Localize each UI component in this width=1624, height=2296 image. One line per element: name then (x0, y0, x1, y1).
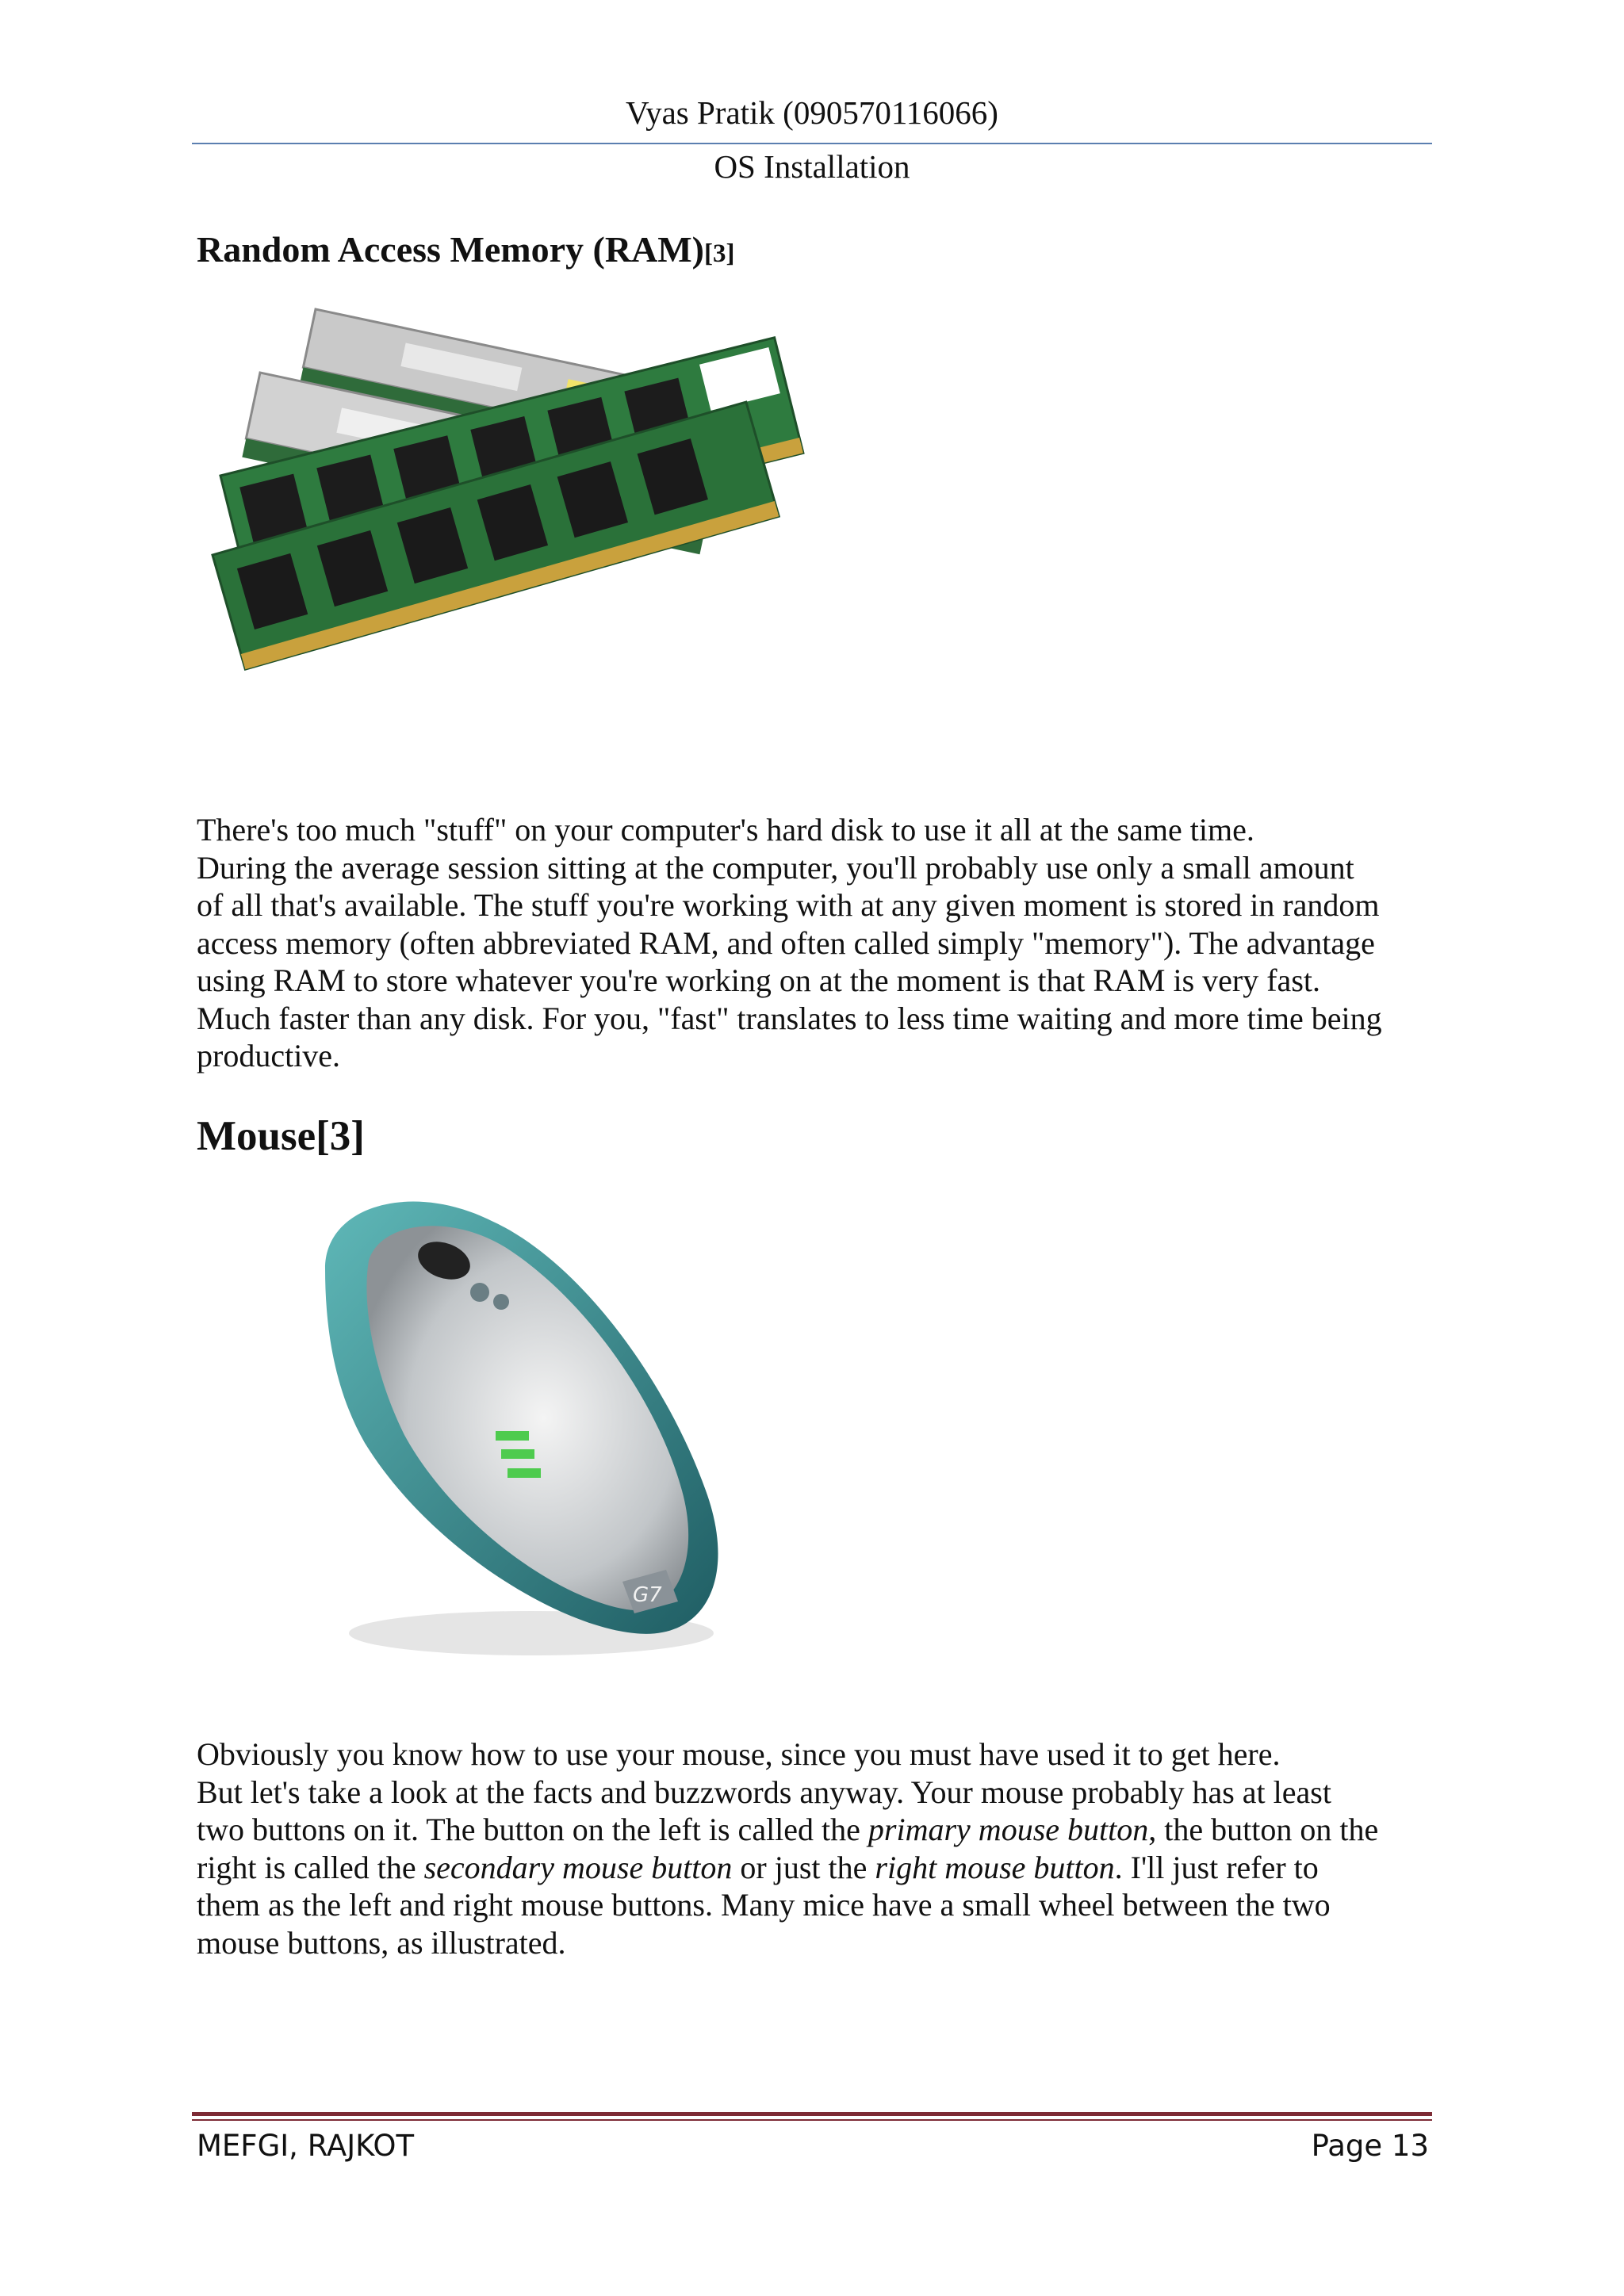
ram-modules-image (197, 293, 910, 769)
mouse-paragraph-emphasis: right mouse button (875, 1849, 1115, 1885)
footer-institution: MEFGI, RAJKOT (197, 2129, 415, 2163)
mouse-image (293, 1173, 801, 1681)
ram-heading-title: Random Access Memory (RAM) (197, 229, 705, 270)
ram-paragraph-line: During the average session sitting at the computer, you'll probably use only a small amount (197, 849, 1354, 886)
mouse-paragraph-text: two buttons on it. The button on the left is called the (197, 1812, 868, 1847)
header-author: Vyas Pratik (090570116066) (626, 94, 998, 131)
header-divider (192, 143, 1432, 144)
mouse-paragraph-text: , the button on the (1148, 1812, 1379, 1847)
mouse-paragraph-line: Obviously you know how to use your mouse, since you must have used it to get here. (197, 1736, 1281, 1772)
mouse-paragraph-emphasis: secondary mouse button (423, 1849, 733, 1885)
mouse-paragraph-emphasis: primary mouse button (868, 1812, 1149, 1847)
mouse-model-label: G7 (633, 1583, 662, 1607)
mouse-paragraph-line (197, 1811, 1434, 1849)
ram-heading (197, 228, 735, 270)
ram-paragraph-line: of all that's available. The stuff you're working with at any given moment is stored in random (197, 887, 1380, 923)
mouse-paragraph-line (197, 1849, 1434, 1887)
ram-heading-ref: [3] (704, 239, 735, 268)
mouse-paragraph-text: . I'll just refer to (1114, 1849, 1319, 1885)
ram-paragraph-line: There's too much "stuff" on your computer's hard disk to use it all at the same time. (197, 812, 1254, 848)
mouse-paragraph-text: right is called the (197, 1849, 424, 1885)
footer-divider-thick (192, 2112, 1432, 2116)
ram-paragraph-line: using RAM to store whatever you're working on at the moment is that RAM is very fast. (197, 962, 1320, 998)
footer-page-number: Page 13 (1311, 2129, 1429, 2163)
mouse-paragraph-text: or just the (732, 1849, 875, 1885)
ram-paragraph-line: productive. (197, 1038, 341, 1073)
mouse-paragraph-line: them as the left and right mouse buttons. Many mice have a small wheel between the two (197, 1887, 1331, 1923)
mouse-paragraph-line: mouse buttons, as illustrated. (197, 1924, 566, 1961)
footer-divider-thin (192, 2119, 1432, 2121)
header-subject: OS Installation (714, 148, 910, 185)
mouse-paragraph-line: But let's take a look at the facts and buzzwords anyway. Your mouse probably has at least (197, 1774, 1331, 1810)
mouse-paragraph (197, 1735, 1434, 1961)
ram-paragraph (197, 811, 1434, 1075)
ram-paragraph-line: Much faster than any disk. For you, "fast" translates to less time waiting and more time being (197, 1000, 1382, 1036)
mouse-heading: Mouse[3] (197, 1113, 365, 1159)
ram-paragraph-line: access memory (often abbreviated RAM, and often called simply "memory"). The advantage (197, 924, 1375, 961)
